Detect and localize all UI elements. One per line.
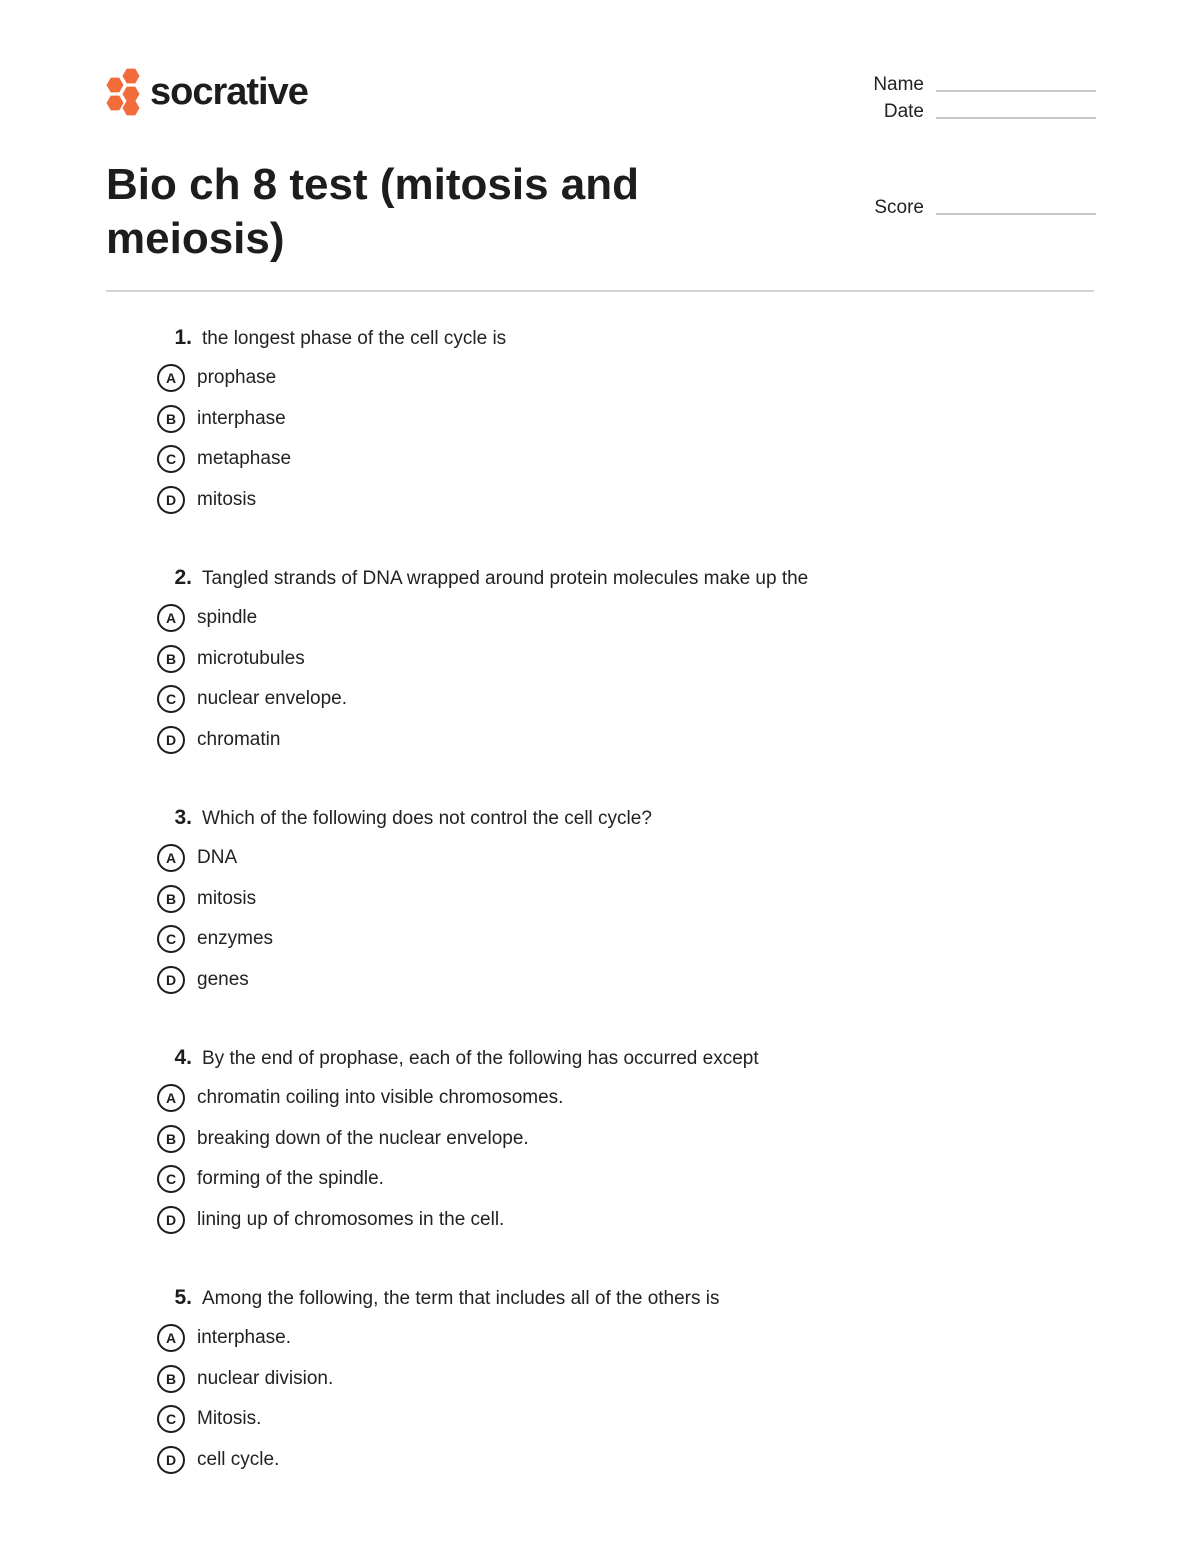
option-letter-badge[interactable]: C (157, 1405, 185, 1433)
question-header (156, 1046, 1096, 1078)
option-text: cell cycle. (197, 1448, 280, 1470)
question-number: 1. (174, 326, 192, 349)
option-letter-badge[interactable]: A (157, 604, 185, 632)
answer-option[interactable] (156, 679, 1096, 720)
question-header (156, 326, 1096, 358)
question-number: 3. (174, 806, 192, 829)
name-field[interactable] (840, 74, 1096, 96)
option-text: spindle (197, 607, 258, 629)
question-text: Tangled strands of DNA wrapped around protein molecules make up the (202, 568, 809, 589)
option-text: nuclear division. (197, 1367, 334, 1389)
question-text: Which of the following does not control the cell cycle? (202, 808, 652, 829)
question-header (156, 1286, 1096, 1318)
option-letter-badge[interactable]: A (157, 844, 185, 872)
logo-hexagon (123, 87, 140, 102)
answer-option[interactable] (156, 1318, 1096, 1359)
option-text: lining up of chromosomes in the cell. (197, 1208, 505, 1230)
logo-hexagon (123, 101, 140, 116)
answer-option[interactable] (156, 1078, 1096, 1119)
option-text: chromatin coiling into visible chromosomes. (197, 1087, 564, 1109)
option-letter-badge[interactable]: C (157, 1165, 185, 1193)
option-letter-badge[interactable]: C (157, 685, 185, 713)
brand-name: socrative (150, 71, 308, 113)
answer-option[interactable] (156, 720, 1096, 761)
answer-option[interactable] (156, 358, 1096, 399)
answer-option[interactable] (156, 919, 1096, 960)
answer-option[interactable] (156, 480, 1096, 521)
answer-option[interactable] (156, 1119, 1096, 1160)
option-letter-badge[interactable]: B (157, 885, 185, 913)
question-3 (156, 806, 1096, 1000)
question-number: 2. (174, 566, 192, 589)
answer-option[interactable] (156, 1399, 1096, 1440)
option-text: mitosis (197, 488, 257, 510)
question-header (156, 806, 1096, 838)
question-list (156, 326, 1096, 1526)
page-title: Bio ch 8 test (mitosis and meiosis) (106, 160, 639, 263)
option-letter-badge[interactable]: D (157, 1206, 185, 1234)
option-letter-badge[interactable]: C (157, 925, 185, 953)
option-text: genes (197, 968, 249, 990)
question-number: 4. (174, 1046, 192, 1069)
option-text: mitosis (197, 887, 257, 909)
answer-option[interactable] (156, 960, 1096, 1001)
logo-hexagon (123, 69, 140, 84)
option-text: microtubules (197, 647, 305, 669)
option-text: nuclear envelope. (197, 688, 347, 710)
option-text: metaphase (197, 448, 292, 470)
option-text: interphase. (197, 1327, 292, 1349)
answer-option[interactable] (156, 639, 1096, 680)
brand-logo (104, 68, 308, 116)
question-1 (156, 326, 1096, 520)
date-field[interactable] (840, 101, 1096, 123)
date-line[interactable] (936, 117, 1096, 119)
answer-option[interactable] (156, 1200, 1096, 1241)
answer-option[interactable] (156, 879, 1096, 920)
question-header (156, 566, 1096, 598)
option-letter-badge[interactable]: D (157, 486, 185, 514)
option-text: Mitosis. (197, 1408, 262, 1430)
option-letter-badge[interactable]: D (157, 726, 185, 754)
date-label: Date (883, 101, 924, 122)
logo-hexagon (107, 78, 124, 93)
question-text: By the end of prophase, each of the following has occurred except (202, 1048, 759, 1069)
question-5 (156, 1286, 1096, 1480)
option-letter-badge[interactable]: D (157, 1446, 185, 1474)
option-text: chromatin (197, 728, 281, 750)
option-text: forming of the spindle. (197, 1168, 384, 1190)
answer-option[interactable] (156, 399, 1096, 440)
socrative-hexagon-logo-icon (104, 68, 142, 116)
question-4 (156, 1046, 1096, 1240)
question-text: Among the following, the term that includes all of the others is (202, 1288, 720, 1309)
option-letter-badge[interactable]: C (157, 445, 185, 473)
answer-option[interactable] (156, 598, 1096, 639)
option-text: breaking down of the nuclear envelope. (197, 1127, 529, 1149)
logo-hexagon (107, 96, 124, 111)
option-letter-badge[interactable]: B (157, 645, 185, 673)
option-text: interphase (197, 407, 286, 429)
option-letter-badge[interactable]: A (157, 1084, 185, 1112)
option-letter-badge[interactable]: B (157, 1125, 185, 1153)
answer-option[interactable] (156, 1159, 1096, 1200)
score-field[interactable] (840, 197, 1096, 219)
header-divider (106, 290, 1094, 292)
score-label: Score (874, 197, 924, 218)
name-label: Name (873, 74, 924, 95)
answer-option[interactable] (156, 1359, 1096, 1400)
score-line[interactable] (936, 213, 1096, 215)
option-text: DNA (197, 847, 238, 869)
option-letter-badge[interactable]: D (157, 966, 185, 994)
name-line[interactable] (936, 90, 1096, 92)
answer-option[interactable] (156, 1440, 1096, 1481)
question-2 (156, 566, 1096, 760)
option-letter-badge[interactable]: A (157, 364, 185, 392)
option-text: prophase (197, 367, 277, 389)
option-letter-badge[interactable]: A (157, 1324, 185, 1352)
option-text: enzymes (197, 928, 274, 950)
answer-option[interactable] (156, 838, 1096, 879)
option-letter-badge[interactable]: B (157, 405, 185, 433)
option-letter-badge[interactable]: B (157, 1365, 185, 1393)
answer-option[interactable] (156, 439, 1096, 480)
question-text: the longest phase of the cell cycle is (202, 328, 507, 349)
question-number: 5. (174, 1286, 192, 1309)
